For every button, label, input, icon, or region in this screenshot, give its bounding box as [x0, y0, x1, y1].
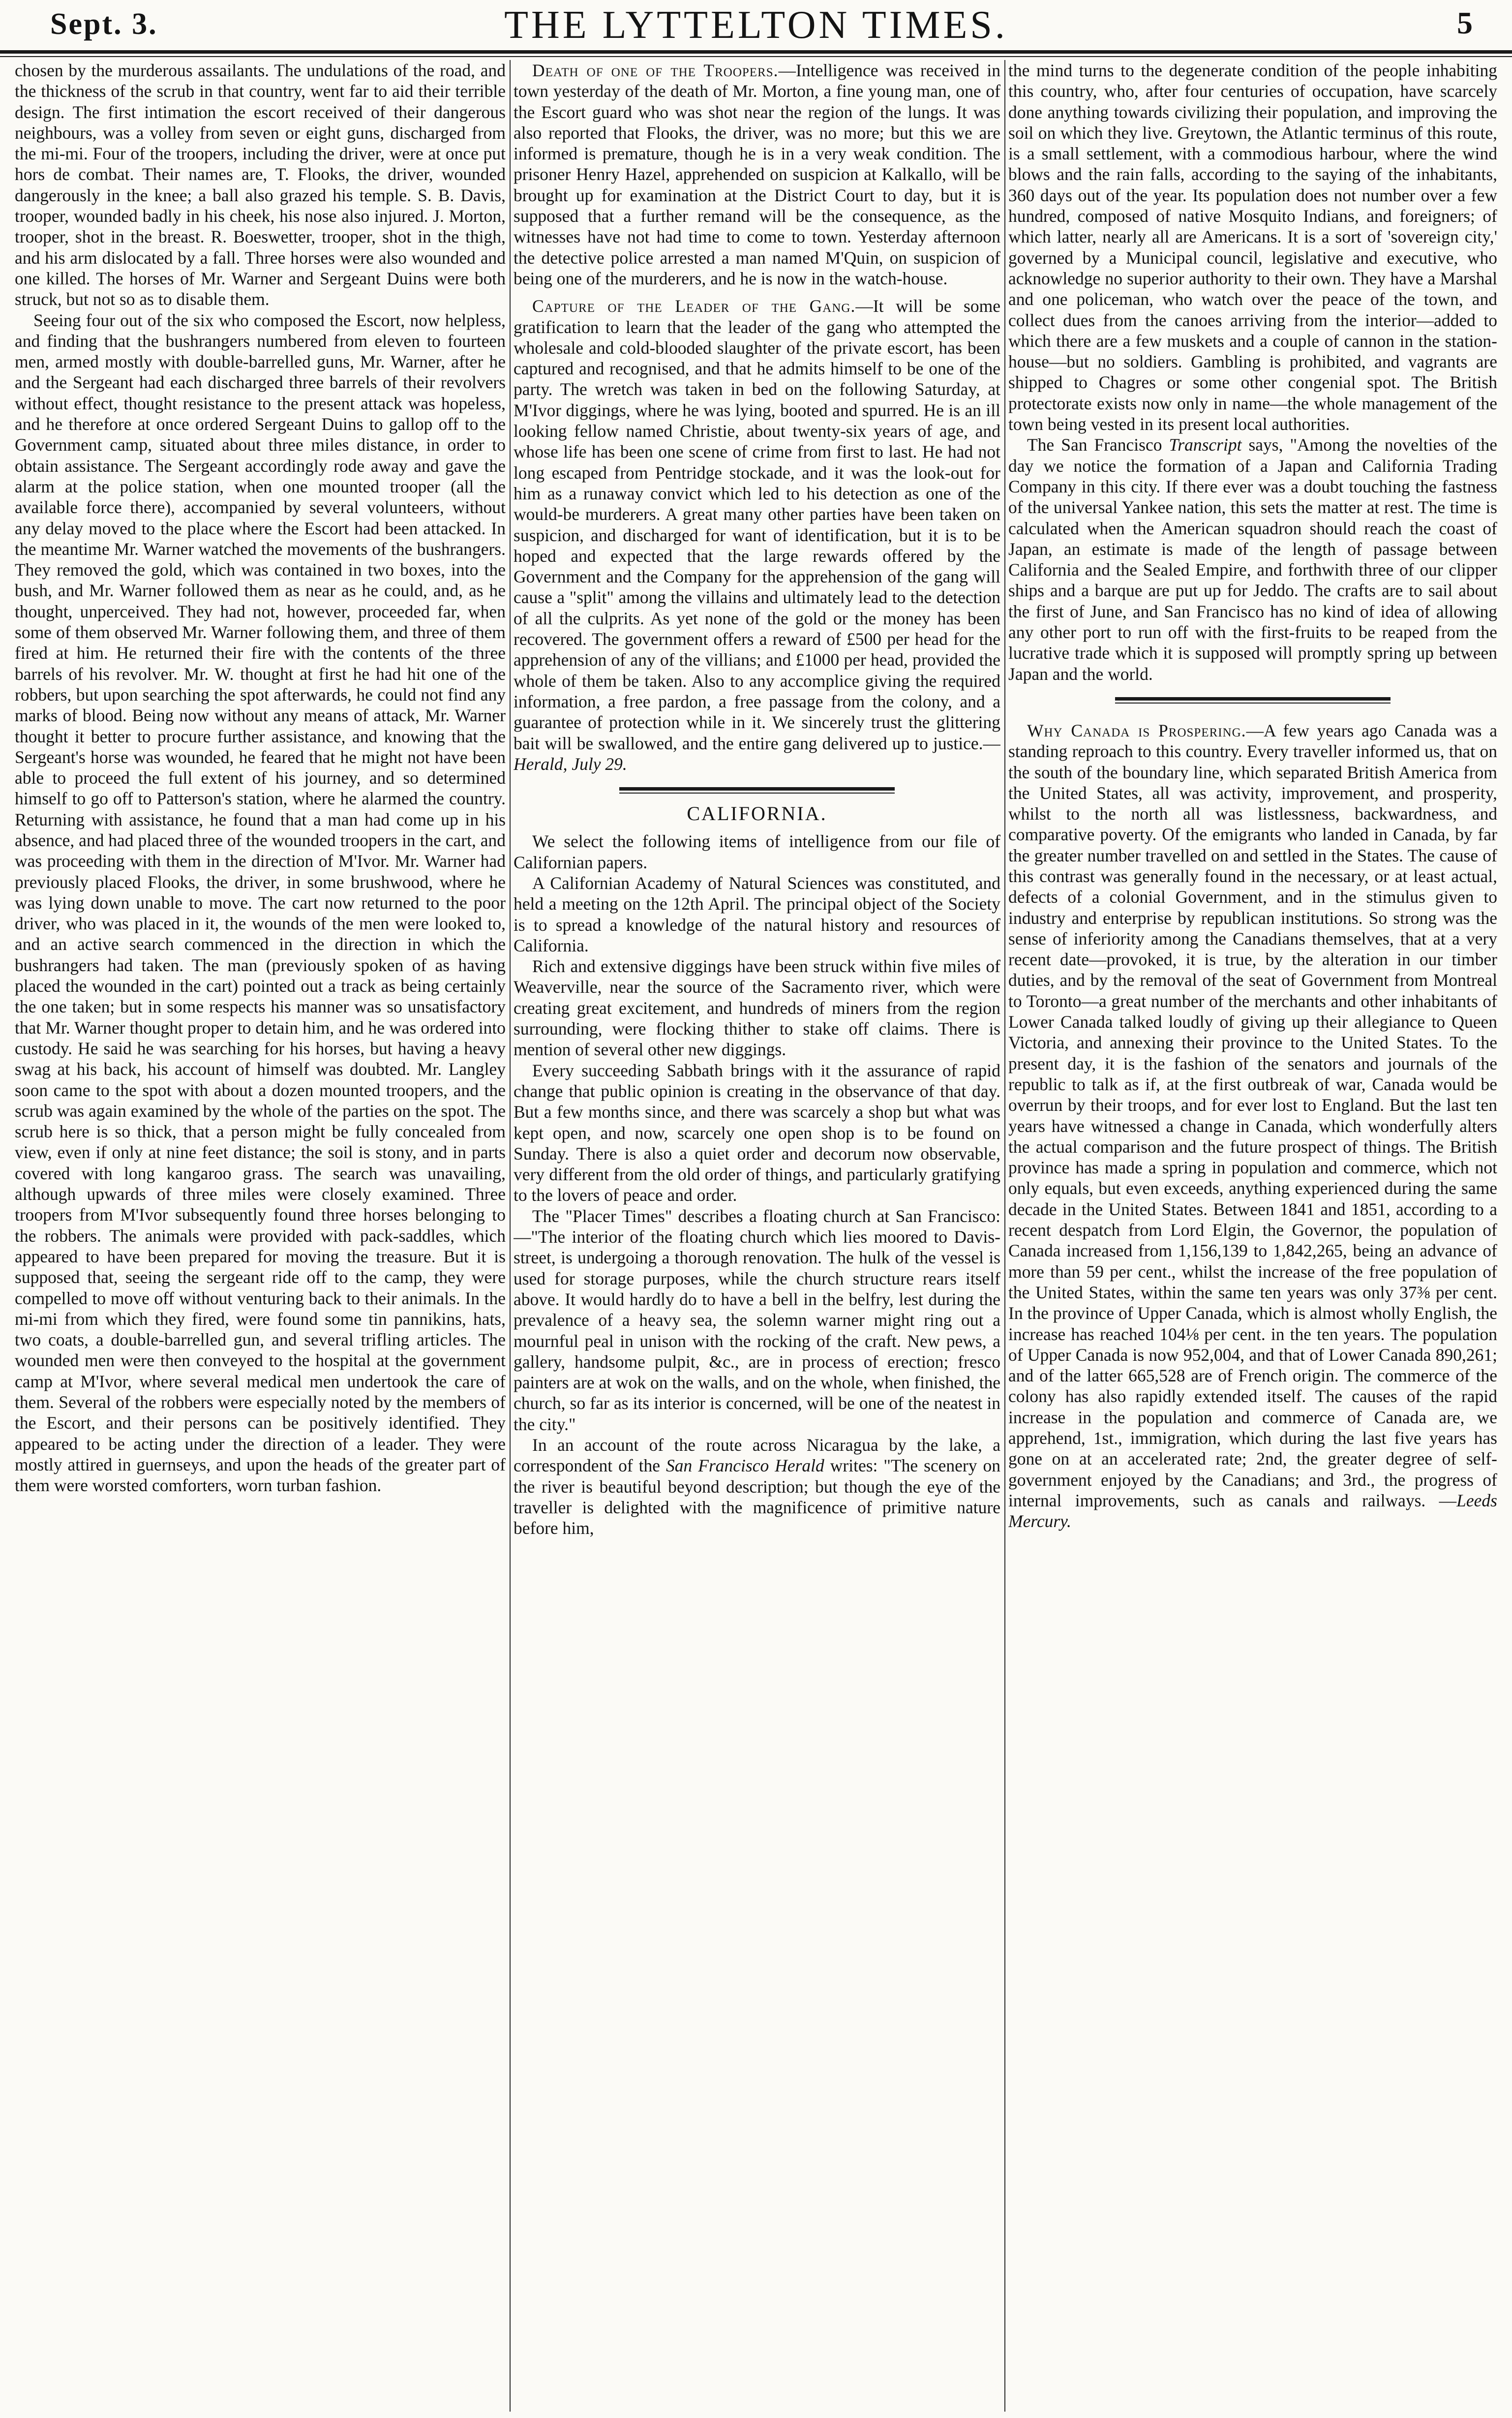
page-number: 5 — [1457, 5, 1473, 40]
masthead-rule — [0, 50, 1512, 54]
newspaper-title: THE LYTTELTON TIMES. — [504, 3, 1008, 47]
column-2 — [514, 60, 1000, 2412]
paragraph-text: says, "Among the novelties of the day we notice the formation of a Japan and California Trading Company in this city. If there ever was a doubt touching the fastness of the universal Yankee nation, this sets the matter at rest. The time is calculated when the American squadron should reach the coast of Japan, an estimate is made of the length of passage between California and the Sealed Empire, and forthwith three of our clipper ships and a barque are put up for Jeddo. The crafts are to sail about the first of June, and San Francisco has no kind of idea of allowing any other port to run off with the first-fruits to be reaped from the lucrative trade which it is supposed will promptly spring up between Japan and the world. — [1008, 435, 1497, 684]
section-divider — [1115, 697, 1391, 704]
issue-date: Sept. 3. — [50, 7, 158, 41]
article-heading: Why Canada is Prospering. — [1027, 720, 1246, 740]
paragraph-text: In an account of the route across Nicaragua by the lake, a correspondent of the — [514, 1435, 1000, 1476]
escort-article-paragraph: chosen by the murderous assailants. The undulations of the road, and the thickness of the scrub in that country, went far to aid their terrible design. The first intimation the escort received of their dangerous neighbours, was a volley from seven or eight guns, discharged from the mi-mi. Four of the troopers, including the driver, were at once put hors de combat. Their names are, T. Flooks, the driver, wounded dangerously in the knee; a ball also grazed his temple. S. B. Davis, trooper, wounded badly in his cheek, his nose also injured. J. Morton, trooper, shot in the breast. R. Boeswetter, trooper, shot in the thigh, and his arm dislocated by a fall. Three horses were also wounded and one killed. The horses of Mr. Warner and Sergeant Duins were both struck, but not so as to disable them. — [15, 61, 506, 309]
gang-leader-article — [514, 296, 1000, 774]
california-heading: CALIFORNIA. — [687, 802, 827, 825]
paragraph-text: writes: "The scenery on the river is beautiful beyond description; but though the eye of the traveller is delighted with the magnificence of primitive nature before him, — [514, 1456, 1000, 1538]
california-paragraph — [514, 1435, 1000, 1538]
article-body: —A few years ago Canada was a standing reproach to this country. Every traveller informed us, that on the south of the boundary line, which separated British America from the United States, all was activity, improvement, and prosperity, whilst to the north all was listlessness, backwardness, and comparative poverty. Of the emigrants who landed in Canada, by far the greater number travelled on and settled in the States. The cause of this contrast was generally found in the necessary, or at least actual, defects of a colonial Government, and in the stimulus given to industry and enterprise by republican institutions. So strong was the sense of inferiority among the Canadians themselves, that at a very recent date—provoked, it is true, by the alteration in our timber duties, and by the removal of the seat of Government from Montreal to Toronto—a great number of the merchants and other inhabitants of Lower Canada talked loudly of giving up their allegiance to Queen Victoria, and annexing their province to the United States. To the present day, it is the fashion of the senators and journals of the republic to talk as if, at the first outbreak of war, Canada would be overrun by their troops, and for ever lost to England. But the last ten years have witnessed a change in Canada, which wonderfully alters the actual comparison and the future prospect of things. The British province has made a spring in population and commerce, which not only equals, but even exceeds, anything experienced during the same decade in the United States. Between 1841 and 1851, according to a recent despatch from Lord Elgin, the Governor, the population of Canada increased from 1,156,139 to 1,842,265, being an advance of more than 59 per cent., whilst the increase of the free population of the United States, within the same ten years was only 37⅜ per cent. In the province of Upper Canada, which is almost wholly English, the increase has reached 104⅛ per cent. in the ten years. The population of Upper Canada is now 952,004, and that of Lower Canada 890,261; and of the latter 665,528 are of French origin. The commerce of the colony has also rapidly extended itself. The causes of the rapid increase in the population and commerce of Canada are, we apprehend, 1st., immigration, which during the last five years has gone on at an accelerated rate; 2nd, the greater degree of self-government enjoyed by the Canadians; and 3rd., the progress of internal improvements, such as canals and railways. — — [1008, 720, 1497, 1510]
masthead-rule-thin — [0, 56, 1512, 57]
article-body: —It will be some gratification to learn that the leader of the gang who attempted the wholesale and cold-blooded slaughter of the private escort, has been captured and recognised, and that he admits himself to be one of the party. The wretch was taken in bed on the following Saturday, at M'Ivor diggings, where he was lying, booted and spurred. He is an ill looking fellow named Christie, about twenty-six years of age, and whose life has been one scene of crime from first to last. He had not long escaped from Pentridge stockade, and it was the look-out for him as a runaway convict which led to his detection as one of the would-be murderers. A great many other parties have been taken on suspicion, and discharged for want of identification, but it is to be hoped and expected that the large rewards offered by the Government and the Company for the apprehension of the gang will cause a "split" among the villains and ultimately lead to the detection of all the culprits. As yet none of the gold or the money has been recovered. The government offers a reward of £500 per head for the apprehension of any of the villians; and £1000 per head, provided the whole of them be taken. Also to any accomplice giving the required information, a free pardon, a free passage from the colony, and a guarantee of protection while in it. We sincerely trust the glittering bait will be swallowed, and the entire gang delivered up to justice.— — [514, 296, 1000, 753]
california-paragraph: A Californian Academy of Natural Sciences was constituted, and held a meeting on the 12th April. The principal object of the Society is to spread a knowledge of the natural history and resources of California. — [514, 873, 1000, 955]
article-source: Leeds Mercury. — [1008, 1490, 1497, 1531]
california-paragraph: Rich and extensive diggings have been struck within five miles of Weaverville, near the source of the Sacramento river, which were creating great excitement, and hundreds of miners from the region surrounding, were flocking thither to stake off claims. There is mention of several other new diggings. — [514, 956, 1000, 1060]
column-divider-2 — [1004, 60, 1005, 2412]
california-paragraph: Every succeeding Sabbath brings with it the assurance of rapid change that public opinion is creating in the observance of that day. But a few months since, and there was scarcely a shop but what was kept open, and now, scarcely one open shop is to be found on Sunday. There is also a quiet order and decorum now observable, very different from the old order of things, and particularly gratifying to the lovers of peace and order. — [514, 1060, 1000, 1205]
escort-article-paragraph: Seeing four out of the six who composed the Escort, now helpless, and finding that the bushrangers numbered from eleven to fourteen men, armed mostly with double-barrelled guns, Mr. Warner, after he and the Sergeant had each discharged three barrels of their revolvers without effect, thought resistance to the present attack was hopeless, and he therefore at once ordered Sergeant Duins to gallop off to the Government camp, situated about three miles distance, in order to obtain assistance. The Sergeant accordingly rode away and gave the alarm at the police station, when one mounted trooper (all the available force there), accompanied by several volunteers, without any delay moved to the place where the Escort had been attacked. In the meantime Mr. Warner watched the movements of the bushrangers. They removed the gold, which was contained in two boxes, into the bush, and Mr. Warner followed them as near as he could, and, as he thought, unperceived. They had not, however, proceeded far, when some of them observed Mr. Warner following them, and three of them fired at him. He returned their fire with the contents of the three barrels of his revolver. Mr. W. thought at first he had hit one of the robbers, but upon searching the spot afterwards, he could not find any marks of blood. Being now without any means of attack, Mr. Warner thought it better to procure further assistance, and knowing that the Sergeant's horse was wounded, he feared that he might not have been able to proceed the full extent of his journey, and so determined himself to go off to Patterson's station, where he alarmed the country. Returning with assistance, he found that a man had come up in his absence, and had placed three of the wounded troopers in the cart, and was proceeding with them in the direction of M'Ivor. Mr. Warner had previously placed Flooks, the driver, in some brushwood, where he was lying down unable to move. The cart now returned to the poor driver, who was placed in it, the wounds of the men were looked to, and an active search commenced in the direction in which the bushrangers had taken. The man (previously spoken of as having placed the wounded in the cart) pointed out a track as being certainly the one taken; but in some respects his manner was so unsatisfactory that Mr. Warner thought proper to detain him, and he was ordered into custody. He said he was searching for his horses, but having a heavy swag at his back, his account of himself was doubted. Mr. Langley soon came to the spot with about a dozen mounted troopers, and the scrub was again examined by the whole of the parties on the spot. The scrub here is so thick, that a person might be fully concealed from view, even if only at nine feet distance; the soil is stony, and in parts covered with long kangaroo grass. The search was unavailing, although upwards of three miles were closely examined. Three troopers from M'Ivor subsequently found three horses belonging to the robbers. The animals were provided with pack-saddles, which appeared to have been prepared for moving the treasure. But it is supposed that, seeing the sergeant ride off to the camp, they were compelled to move off without venturing back to their animals. In the mi-mi from which they fired, were found some tin pannikins, hats, two coats, a double-barrelled gun, and several trifling articles. The wounded men were then conveyed to the hospital at the government camp at M'Ivor, where several medical men undertook the care of them. Several of the robbers were especially noted by the members of the Escort, and their persons can be positively identified. They appeared to be acting under the direction of a leader. They were mostly attired in guernseys, and upon the heads of the greater part of them were worsted comforters, worn turban fashion. — [15, 310, 506, 1496]
newspaper-name: San Francisco Herald — [666, 1456, 824, 1476]
column-1 — [15, 60, 506, 2412]
article-heading: Death of one of the Troopers. — [532, 61, 779, 80]
trooper-death-article — [514, 60, 1000, 289]
nicaragua-continuation: the mind turns to the degenerate condition of the people inhabiting this country, who, after four centuries of occupation, have scarcely done anything towards civilizing their population, and improving the soil on which they live. Greytown, the Atlantic terminus of this route, is a small settlement, with a commodious harbour, where the wind blows and the rain falls, according to the saying of the inhabitants, 360 days out of the year. Its population does not number over a few hundred, composed of native Mosquito Indians, and foreigners; of which latter, nearly all are Americans. It is a sort of 'sovereign city,' governed by a Municipal council, legislative and executive, who acknowledge no superior authority to their own. They have a Marshal and one policeman, who watch over the peace of the town, and collect dues from the canoes arriving from the interior—added to which there are a few muskets and a couple of cannon in the station-house—but no soldiers. Gambling is prohibited, and vagrants are shipped to Chagres or some other congenial spot. The British protectorate exists now only in name—the whole management of the town being vested in its present local authorities. — [1008, 61, 1497, 434]
paragraph-text: The San Francisco — [1027, 435, 1169, 455]
article-heading: Capture of the Leader of the Gang. — [532, 296, 856, 316]
article-source: Herald, July 29. — [514, 754, 627, 774]
section-divider — [619, 787, 895, 794]
newspaper-name: Transcript — [1169, 435, 1242, 455]
column-divider-1 — [510, 60, 511, 2412]
california-paragraph: The "Placer Times" describes a floating church at San Francisco:—"The interior of the floating church which lies moored to Davis-street, is undergoing a thorough renovation. The hulk of the vessel is used for storage purposes, while the church structure rears itself above. It would hardly do to have a bell in the belfry, lest during the prevalence of a heavy sea, the solemn warner might ring out a mournful peal in unison with the rocking of the craft. New pews, a gallery, handsome pulpit, &c., are in process of erection; fresco painters are at wok on the walls, and on the whole, when finished, the church, so far as its interior is concerned, will be one of the neatest in the city." — [514, 1206, 1000, 1434]
article-body: —Intelligence was received in town yesterday of the death of Mr. Morton, a fine young man, one of the Escort guard who was shot near the region of the lungs. It was also reported that Flooks, the driver, was no more; but this we are informed is premature, though he is in a very weak condition. The prisoner Henry Hazel, apprehended on suspicion at Kalkallo, will be brought up for examination at the District Court to day, but it is supposed that a further remand will be the consequence, as the witnesses have not had time to come to town. Yesterday afternoon the detective police arrested a man named M'Quin, on suspicion of being one of the murderers, and he is now in the watch-house. — [514, 61, 1000, 288]
canada-article — [1008, 720, 1497, 1532]
column-3 — [1008, 60, 1497, 2412]
california-paragraph: We select the following items of intelligence from our file of Californian papers. — [514, 831, 1000, 872]
transcript-paragraph — [1008, 434, 1497, 684]
masthead — [0, 0, 1512, 49]
